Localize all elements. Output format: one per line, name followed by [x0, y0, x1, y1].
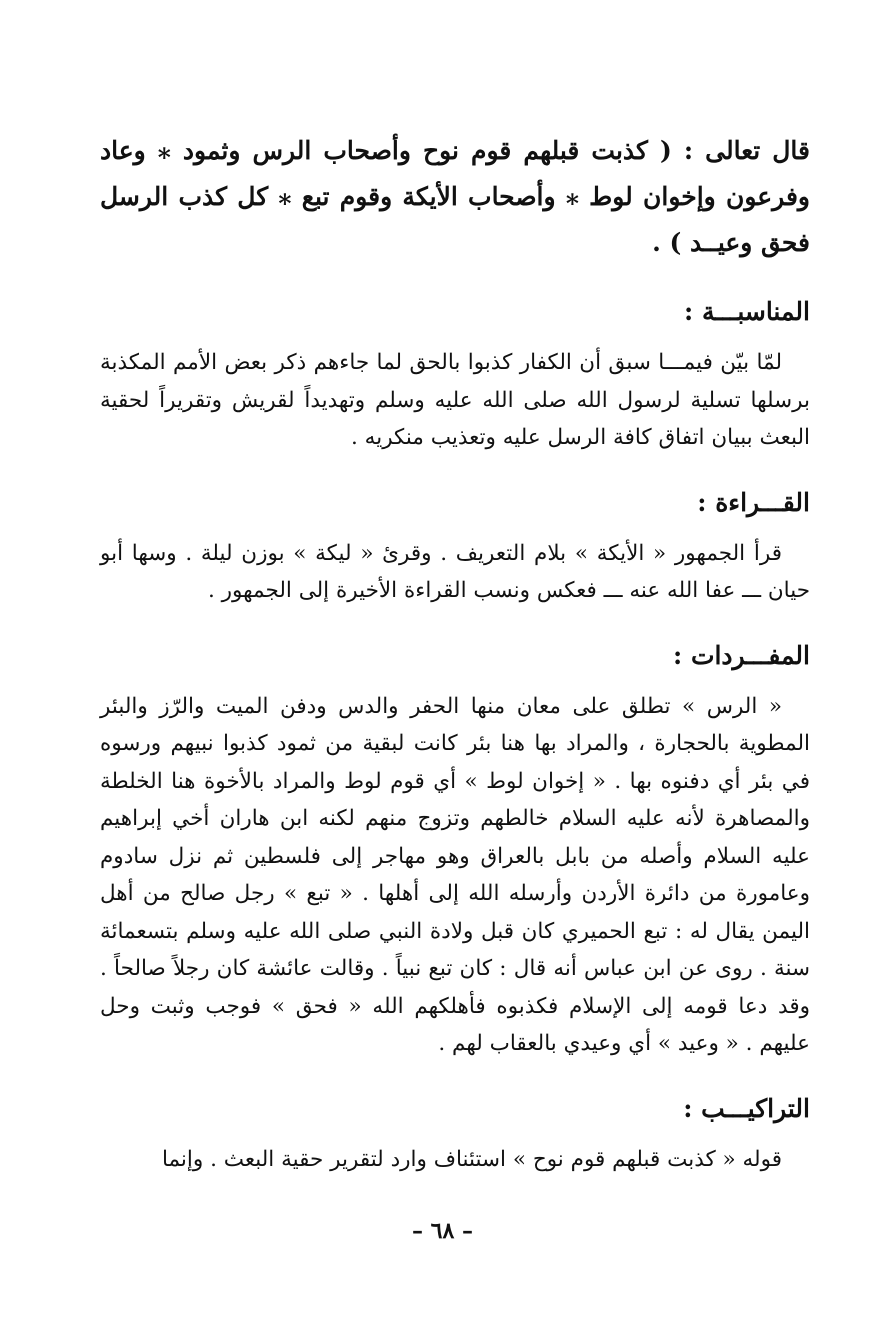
section-title-qiraa: القـــراءة :: [697, 487, 810, 517]
page-number: – ٦٨ –: [412, 1218, 473, 1244]
section-body-tarakib: قوله « كذبت قبلهم قوم نوح » استئناف وارد لتقرير حقية البعث . وإنما: [161, 1146, 782, 1172]
section-qiraa: [100, 483, 810, 610]
section-body-munasaba: لمّا بيّن فيمـــا سبق أن الكفار كذبوا بالحق لما جاءهم ذكر بعض الأمم المكذبة برسلها تسلية لرسول الله صلى الله عليه وسلم وتهديداً لقريش وتقريراً لحقية البعث ببيان اتفاق كافة الرسل عليه وتعذيب منكريه .: [100, 350, 810, 450]
section-body-qiraa: قرأ الجمهور « الأيكة » بلام التعريف . وقرئ « ليكة » بوزن ليلة . وسها أبو حيان ـــ عفا الله عنه ـــ فعكس ونسب القراءة الأخيرة إلى الجمهور .: [100, 540, 810, 603]
section-tarakib: [100, 1089, 810, 1179]
section-title-mufradat: المفـــردات :: [673, 640, 810, 670]
section-title-munasaba: المناسبـــة :: [684, 297, 810, 326]
section-title-tarakib: التراكيـــب :: [683, 1093, 810, 1123]
page-content: [100, 128, 810, 1178]
section-mufradat: [100, 636, 810, 1063]
section-body-mufradat: « الرس » تطلق على معان منها الحفر والدس ودفن الميت والرّز والبئر المطوية بالحجارة ، والمراد بها هنا بئر كانت لبقية من ثمود كذبوا نبيهم ورسوه في بئر أي دفنوه بها . « إخوان لوط » أي قوم لوط والمراد بالأخوة هنا الخلطة والمصاهرة لأنه عليه السلام خالطهم وتزوج منهم لكنه ابن هاران أخي إبراهيم عليه السلام وأصله من بابل بالعراق وهو مهاجر إلى فلسطين ثم نزل سادوم وعامورة من دائرة الأردن وأرسله الله إلى أهلها . « تبع » رجل صالح من أهل اليمن يقال له : تبع الحميري كان قبل ولادة النبي صلى الله عليه وسلم بتسعمائة سنة . روى عن ابن عباس أنه قال : كان تبع نبياً . وقالت عائشة كان رجلاً صالحاً . وقد دعا قومه إلى الإسلام فكذبوه فأهلكهم الله « فحق » فوجب وثبت وحل عليهم . « وعيد » أي وعيدي بالعقاب لهم .: [100, 693, 810, 1056]
quran-verse: قال تعالى : ( كذبت قبلهم قوم نوح وأصحاب الرس وثمود ⁎ وعاد وفرعون وإخوان لوط ⁎ وأصحاب الأيكة وقوم تبع ⁎ كل كذب الرسل فحق وعيــد ) .: [100, 136, 810, 257]
section-munasaba: [100, 292, 810, 457]
